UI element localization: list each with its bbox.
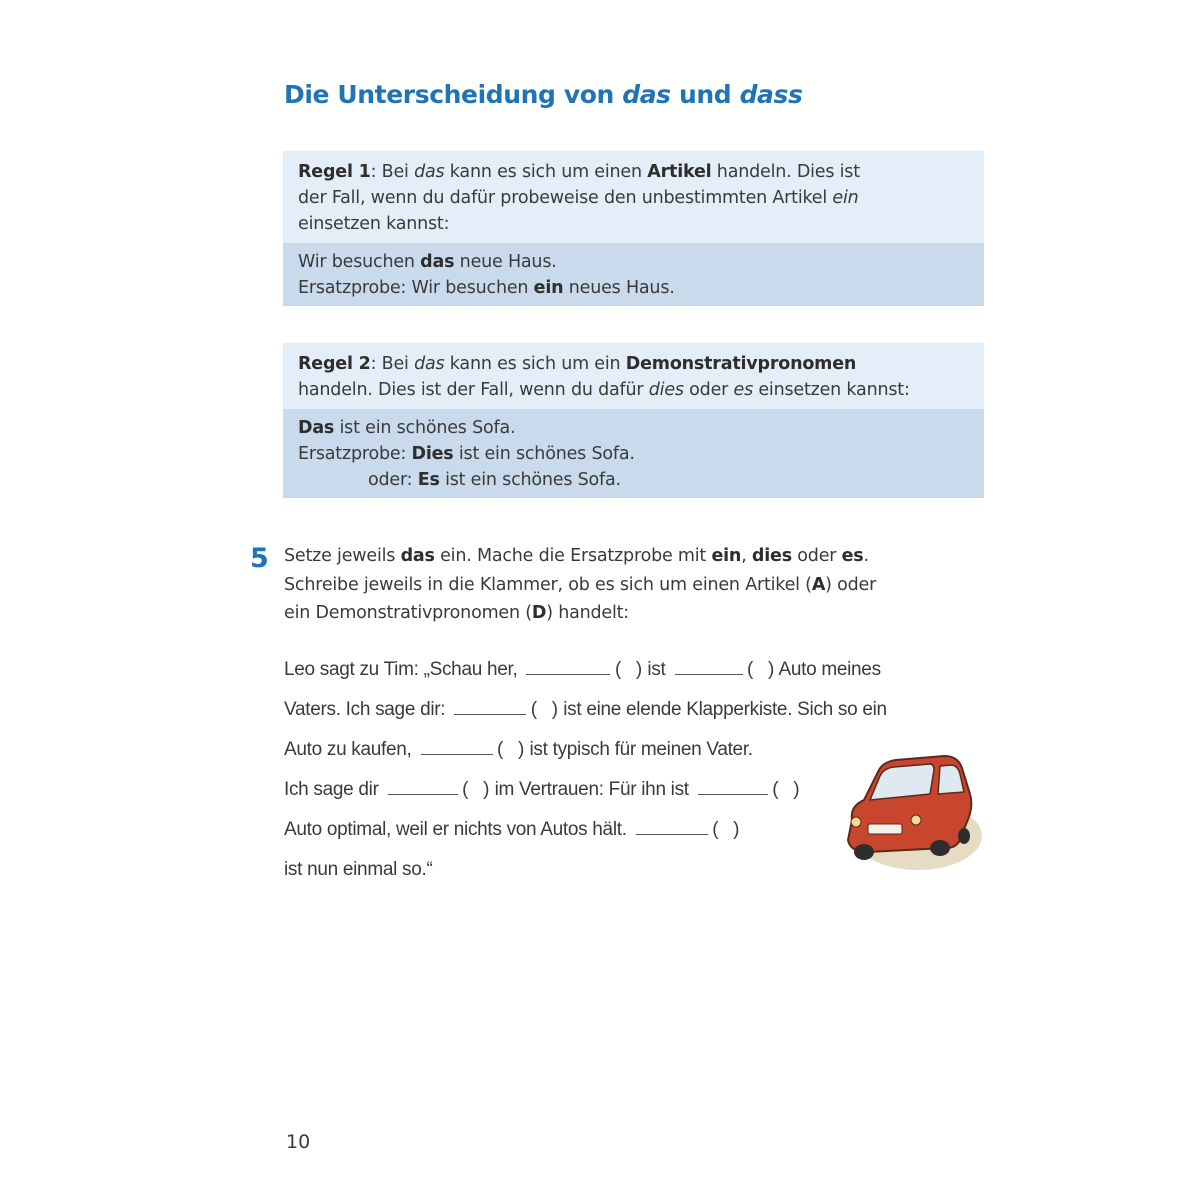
license-plate (868, 824, 902, 834)
page-number: 10 (286, 1131, 311, 1153)
task-instructions: Setze jeweils das ein. Mache die Ersatzprobe mit ein, dies oder es. Schreibe jeweils in die Klammer, ob es sich um einen Artikel (A) oder ein Demonstrativpronomen (D) handelt: (284, 546, 877, 623)
answer-blank[interactable] (421, 754, 493, 755)
rule-1-example: Wir besuchen das neue Haus. Ersatzprobe: Wir besuchen ein neues Haus. (283, 243, 984, 306)
rule-2-explanation: Regel 2: Bei das kann es sich um ein Demonstrativpronomen handeln. Dies ist der Fall, wenn du dafür dies oder es einsetzen kannst: (283, 343, 984, 409)
answer-blank[interactable] (388, 794, 458, 795)
page-title: Die Unterscheidung von das und dass (284, 80, 803, 109)
answer-blank[interactable] (675, 674, 743, 675)
wheel-icon (930, 840, 950, 856)
answer-parenthesis[interactable]: ( ) (497, 739, 525, 760)
answer-blank[interactable] (636, 834, 708, 835)
rule-1-explanation: Regel 1: Bei das kann es sich um einen Artikel handeln. Dies ist der Fall, wenn du dafür probeweise den unbestimmten Artikel ein einsetzen kannst: (283, 151, 984, 243)
headlight-icon (911, 815, 921, 825)
wheel-icon (958, 828, 970, 844)
answer-parenthesis[interactable]: ( ) (462, 779, 490, 800)
rule-1-box (283, 151, 984, 306)
answer-parenthesis[interactable]: ( ) (772, 779, 800, 800)
answer-blank[interactable] (454, 714, 526, 715)
answer-parenthesis[interactable]: ( ) (614, 659, 642, 680)
answer-blank[interactable] (698, 794, 768, 795)
exercise-text: Leo sagt zu Tim: „Schau her, ( ) ist ( ) Auto meines Vaters. Ich sage dir: ( ) ist eine elende Klapperkiste. Sich so ein Auto zu kaufen, ( ) ist typisch für meinen Vater. Ich sage dir ( ) im Vertrauen: Für ihn ist ( ) Auto optimal, weil er nichts von Autos hält. ( ) ist nun einmal so.“ (284, 650, 887, 890)
answer-parenthesis[interactable]: ( ) (747, 659, 775, 680)
car-illustration (834, 748, 984, 874)
rule-2-example: Das ist ein schönes Sofa. Ersatzprobe: Dies ist ein schönes Sofa. oder: Es ist ein schönes Sofa. (283, 409, 984, 498)
wheel-icon (854, 844, 874, 860)
headlight-icon (851, 817, 861, 827)
task-number: 5 (250, 543, 269, 574)
rule-2-box (283, 343, 984, 498)
answer-parenthesis[interactable]: ( ) (530, 699, 558, 720)
answer-blank[interactable] (526, 674, 610, 675)
answer-parenthesis[interactable]: ( ) (712, 819, 740, 840)
